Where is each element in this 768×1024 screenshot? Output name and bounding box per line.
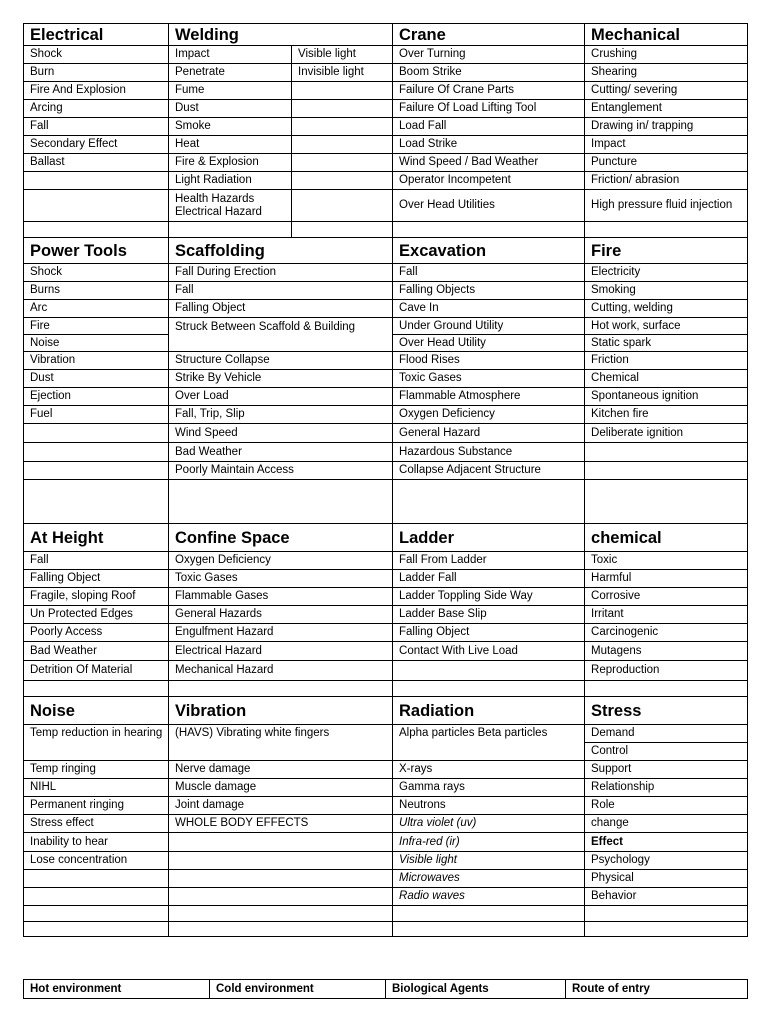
cell: Over Load xyxy=(169,388,393,406)
cell xyxy=(292,100,393,118)
cell: Oxygen Deficiency xyxy=(169,552,393,570)
cell: Flammable Atmosphere xyxy=(393,388,585,406)
cell: Chemical xyxy=(585,370,748,388)
cell: Fall During Erection xyxy=(169,264,393,282)
cell xyxy=(393,222,585,238)
cell xyxy=(585,922,748,937)
cell: Flammable Gases xyxy=(169,588,393,606)
cell xyxy=(292,118,393,136)
cell: Ultra violet (uv) xyxy=(393,815,585,833)
cell: Spontaneous ignition xyxy=(585,388,748,406)
cell xyxy=(393,661,585,681)
cell: Cutting/ severing xyxy=(585,82,748,100)
cell: Flood Rises xyxy=(393,352,585,370)
cell xyxy=(24,424,169,443)
header-radiation: Radiation xyxy=(393,697,585,725)
cell xyxy=(585,480,748,524)
cell xyxy=(585,681,748,697)
cell xyxy=(292,136,393,154)
cell xyxy=(585,906,748,922)
cell: Entanglement xyxy=(585,100,748,118)
header-welding: Welding xyxy=(169,24,393,46)
cell: Hot work, surface xyxy=(585,318,748,335)
cell: Falling Object xyxy=(24,570,169,588)
cell: Impact xyxy=(169,46,292,64)
cell: Bad Weather xyxy=(169,443,393,462)
header-chemical: chemical xyxy=(585,524,748,552)
cell: Wind Speed xyxy=(169,424,393,443)
environment-table xyxy=(23,979,748,999)
cell-hot-environment: Hot environment xyxy=(24,980,210,999)
cell xyxy=(292,190,393,222)
cell: Radio waves xyxy=(393,888,585,906)
header-stress: Stress xyxy=(585,697,748,725)
cell xyxy=(169,480,393,524)
cell xyxy=(585,222,748,238)
cell xyxy=(292,222,393,238)
cell: Electrical Hazard xyxy=(169,642,393,661)
cell xyxy=(292,154,393,172)
cell: Failure Of Load Lifting Tool xyxy=(393,100,585,118)
cell: Strike By Vehicle xyxy=(169,370,393,388)
cell: Ladder Base Slip xyxy=(393,606,585,624)
cell: Hazardous Substance xyxy=(393,443,585,462)
cell: Boom Strike xyxy=(393,64,585,82)
cell: Mutagens xyxy=(585,642,748,661)
cell xyxy=(24,443,169,462)
cell: Static spark xyxy=(585,335,748,352)
cell: Shearing xyxy=(585,64,748,82)
cell: Dust xyxy=(24,370,169,388)
cell: General Hazard xyxy=(393,424,585,443)
cell xyxy=(169,888,393,906)
cell: Visible light xyxy=(292,46,393,64)
cell: Puncture xyxy=(585,154,748,172)
cell: Fire xyxy=(24,318,169,335)
cell xyxy=(393,480,585,524)
cell: Ladder Toppling Side Way xyxy=(393,588,585,606)
cell xyxy=(24,190,169,222)
cell: Kitchen fire xyxy=(585,406,748,424)
cell: Heat xyxy=(169,136,292,154)
cell: Corrosive xyxy=(585,588,748,606)
cell: General Hazards xyxy=(169,606,393,624)
cell: Ballast xyxy=(24,154,169,172)
cell: WHOLE BODY EFFECTS xyxy=(169,815,393,833)
cell: Poorly Maintain Access xyxy=(169,462,393,480)
cell: Support xyxy=(585,761,748,779)
cell: Alpha particles Beta particles xyxy=(393,725,585,761)
header-mechanical: Mechanical xyxy=(585,24,748,46)
cell: Health Hazards Electrical Hazard xyxy=(169,190,292,222)
cell: Noise xyxy=(24,335,169,352)
hazard-table xyxy=(23,23,748,937)
cell-cold-environment: Cold environment xyxy=(210,980,386,999)
cell: Structure Collapse xyxy=(169,352,393,370)
cell xyxy=(169,852,393,870)
cell: Crushing xyxy=(585,46,748,64)
cell: Temp ringing xyxy=(24,761,169,779)
cell: Load Fall xyxy=(393,118,585,136)
cell: Fuel xyxy=(24,406,169,424)
cell: Engulfment Hazard xyxy=(169,624,393,642)
cell: Cutting, welding xyxy=(585,300,748,318)
cell: Fall xyxy=(24,118,169,136)
cell: Vibration xyxy=(24,352,169,370)
cell: Fall xyxy=(393,264,585,282)
cell xyxy=(169,681,393,697)
cell: change xyxy=(585,815,748,833)
cell: Un Protected Edges xyxy=(24,606,169,624)
cell xyxy=(393,922,585,937)
cell: Gamma rays xyxy=(393,779,585,797)
cell: Over Turning xyxy=(393,46,585,64)
cell: Friction/ abrasion xyxy=(585,172,748,190)
cell xyxy=(24,462,169,480)
cell: Poorly Access xyxy=(24,624,169,642)
cell: Invisible light xyxy=(292,64,393,82)
cell: Fall From Ladder xyxy=(393,552,585,570)
header-scaffolding: Scaffolding xyxy=(169,238,393,264)
cell: Penetrate xyxy=(169,64,292,82)
cell: Psychology xyxy=(585,852,748,870)
cell: Light Radiation xyxy=(169,172,292,190)
cell: Electricity xyxy=(585,264,748,282)
cell: Toxic Gases xyxy=(393,370,585,388)
cell: Under Ground Utility xyxy=(393,318,585,335)
cell xyxy=(169,922,393,937)
header-noise: Noise xyxy=(24,697,169,725)
cell: Failure Of Crane Parts xyxy=(393,82,585,100)
header-ladder: Ladder xyxy=(393,524,585,552)
cell xyxy=(24,888,169,906)
cell: Demand xyxy=(585,725,748,743)
cell xyxy=(24,870,169,888)
cell: Falling Object xyxy=(169,300,393,318)
cell-route-of-entry: Route of entry xyxy=(566,980,748,999)
cell: Ejection xyxy=(24,388,169,406)
cell: Falling Object xyxy=(393,624,585,642)
cell: Deliberate ignition xyxy=(585,424,748,443)
cell: Over Head Utility xyxy=(393,335,585,352)
cell: Reproduction xyxy=(585,661,748,681)
cell-biological-agents: Biological Agents xyxy=(386,980,566,999)
cell: Temp reduction in hearing xyxy=(24,725,169,761)
cell: Nerve damage xyxy=(169,761,393,779)
cell: Inability to hear xyxy=(24,833,169,852)
cell: Dust xyxy=(169,100,292,118)
cell xyxy=(24,480,169,524)
cell: Wind Speed / Bad Weather xyxy=(393,154,585,172)
cell: Fragile, sloping Roof xyxy=(24,588,169,606)
cell: Detrition Of Material xyxy=(24,661,169,681)
cell xyxy=(24,681,169,697)
cell xyxy=(169,833,393,852)
header-crane: Crane xyxy=(393,24,585,46)
header-confine-space: Confine Space xyxy=(169,524,393,552)
cell xyxy=(169,870,393,888)
cell xyxy=(393,906,585,922)
cell: Fire & Explosion xyxy=(169,154,292,172)
cell xyxy=(24,906,169,922)
cell: Permanent ringing xyxy=(24,797,169,815)
cell xyxy=(169,222,292,238)
cell: Fall xyxy=(169,282,393,300)
cell: Fume xyxy=(169,82,292,100)
header-power-tools: Power Tools xyxy=(24,238,169,264)
cell: Effect xyxy=(585,833,748,852)
cell: Fall, Trip, Slip xyxy=(169,406,393,424)
header-at-height: At Height xyxy=(24,524,169,552)
cell xyxy=(292,82,393,100)
header-fire: Fire xyxy=(585,238,748,264)
cell: Smoking xyxy=(585,282,748,300)
cell: Neutrons xyxy=(393,797,585,815)
cell xyxy=(24,922,169,937)
cell xyxy=(24,172,169,190)
cell: Cave In xyxy=(393,300,585,318)
cell: Load Strike xyxy=(393,136,585,154)
header-vibration: Vibration xyxy=(169,697,393,725)
cell: Arc xyxy=(24,300,169,318)
cell: Shock xyxy=(24,264,169,282)
cell: Collapse Adjacent Structure xyxy=(393,462,585,480)
cell: Toxic Gases xyxy=(169,570,393,588)
cell: Behavior xyxy=(585,888,748,906)
cell: Falling Objects xyxy=(393,282,585,300)
cell: Impact xyxy=(585,136,748,154)
cell: Microwaves xyxy=(393,870,585,888)
cell: Burn xyxy=(24,64,169,82)
cell: Relationship xyxy=(585,779,748,797)
cell: Secondary Effect xyxy=(24,136,169,154)
cell: Fire And Explosion xyxy=(24,82,169,100)
cell: Stress effect xyxy=(24,815,169,833)
cell: Over Head Utilities xyxy=(393,190,585,222)
cell: Carcinogenic xyxy=(585,624,748,642)
cell xyxy=(393,681,585,697)
cell: Oxygen Deficiency xyxy=(393,406,585,424)
cell: Drawing in/ trapping xyxy=(585,118,748,136)
cell: Struck Between Scaffold & Building xyxy=(169,318,393,352)
cell: X-rays xyxy=(393,761,585,779)
cell xyxy=(585,443,748,462)
cell: Burns xyxy=(24,282,169,300)
cell: Role xyxy=(585,797,748,815)
cell: Fall xyxy=(24,552,169,570)
cell: High pressure fluid injection xyxy=(585,190,748,222)
cell: NIHL xyxy=(24,779,169,797)
cell: (HAVS) Vibrating white fingers xyxy=(169,725,393,761)
cell xyxy=(24,222,169,238)
header-excavation: Excavation xyxy=(393,238,585,264)
cell: Lose concentration xyxy=(24,852,169,870)
cell: Operator Incompetent xyxy=(393,172,585,190)
cell: Harmful xyxy=(585,570,748,588)
cell: Bad Weather xyxy=(24,642,169,661)
cell: Infra-red (ir) xyxy=(393,833,585,852)
cell: Mechanical Hazard xyxy=(169,661,393,681)
cell: Friction xyxy=(585,352,748,370)
cell: Visible light xyxy=(393,852,585,870)
cell: Joint damage xyxy=(169,797,393,815)
cell xyxy=(585,462,748,480)
cell: Shock xyxy=(24,46,169,64)
cell: Muscle damage xyxy=(169,779,393,797)
cell: Irritant xyxy=(585,606,748,624)
cell: Contact With Live Load xyxy=(393,642,585,661)
cell: Smoke xyxy=(169,118,292,136)
cell: Toxic xyxy=(585,552,748,570)
cell xyxy=(292,172,393,190)
header-electrical: Electrical xyxy=(24,24,169,46)
cell: Ladder Fall xyxy=(393,570,585,588)
cell: Control xyxy=(585,743,748,761)
cell: Arcing xyxy=(24,100,169,118)
cell xyxy=(169,906,393,922)
cell: Physical xyxy=(585,870,748,888)
